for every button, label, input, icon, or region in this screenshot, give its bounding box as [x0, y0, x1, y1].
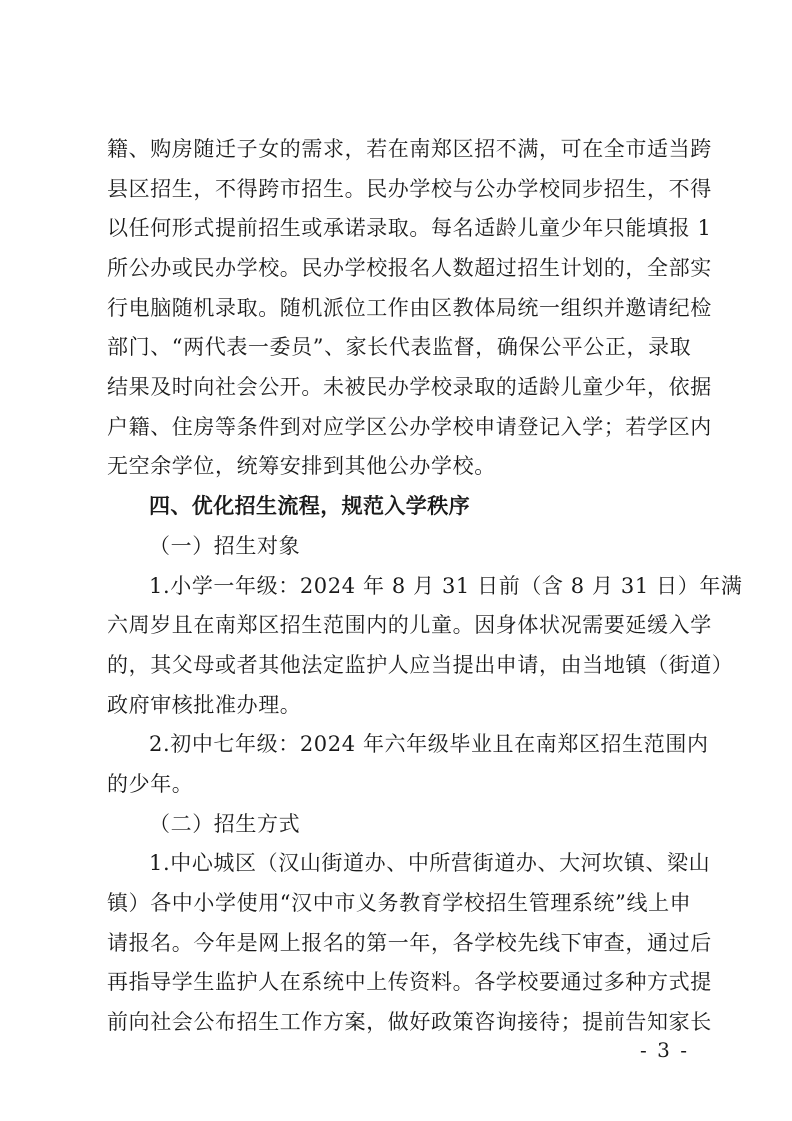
section-heading: 四、优化招生流程，规范入学秩序: [149, 494, 470, 518]
body-text-line: 籍、购房随迁子女的需求，若在南郑区招不满，可在全市适当跨: [107, 137, 712, 161]
body-text-line: 户籍、住房等条件到对应学区公办学校申请登记入学；若学区内: [107, 415, 712, 439]
body-text-line: 无空余学位，统筹安排到其他公办学校。: [107, 454, 496, 478]
body-text-line: 镇）各中小学使用“汉中市义务教育学校招生管理系统”线上申: [107, 891, 692, 915]
body-text-line: 六周岁且在南郑区招生范围内的儿童。因身体状况需要延缓入学: [107, 613, 712, 637]
body-text-line: 前向社会公布招生工作方案，做好政策咨询接待；提前告知家长: [107, 1010, 712, 1034]
body-text-line: 的少年。: [107, 772, 194, 796]
body-text-line: 以任何形式提前招生或承诺录取。每名适龄儿童少年只能填报 1: [107, 216, 712, 240]
body-text-line: 2.初中七年级：2024 年六年级毕业且在南郑区招生范围内: [149, 732, 709, 756]
body-text-line: 结果及时向社会公开。未被民办学校录取的适龄儿童少年，依据: [107, 375, 712, 399]
body-text-line: 政府审核批准办理。: [107, 693, 302, 717]
page-number: - 3 -: [640, 1038, 689, 1062]
body-text-line: 1.小学一年级：2024 年 8 月 31 日前（含 8 月 31 日）年满: [149, 574, 743, 598]
body-text-line: 1.中心城区（汉山街道办、中所营街道办、大河坎镇、梁山: [149, 851, 711, 875]
subsection-heading: （二）招生方式: [149, 812, 301, 836]
body-text-line: 县区招生，不得跨市招生。民办学校与公办学校同步招生，不得: [107, 177, 712, 201]
body-text-line: 行电脑随机录取。随机派位工作由区教体局统一组织并邀请纪检: [107, 296, 712, 320]
body-text-line: 部门、“两代表一委员”、家长代表监督，确保公平公正，录取: [107, 335, 692, 359]
body-text-line: 的，其父母或者其他法定监护人应当提出申请，由当地镇（街道）: [107, 653, 734, 677]
body-text-line: 所公办或民办学校。民办学校报名人数超过招生计划的，全部实: [107, 256, 712, 280]
subsection-heading: （一）招生对象: [149, 534, 301, 558]
body-text-line: 再指导学生监护人在系统中上传资料。各学校要通过多种方式提: [107, 970, 712, 994]
body-text-line: 请报名。今年是网上报名的第一年，各学校先线下审查，通过后: [107, 931, 712, 955]
